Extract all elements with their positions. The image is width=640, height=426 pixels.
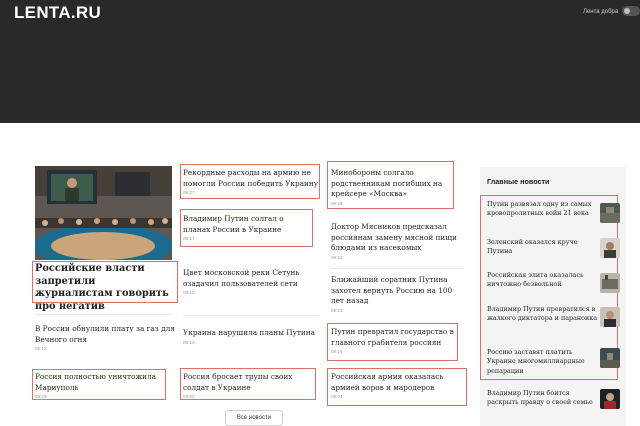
sidebar-thumbnail[interactable]: [600, 273, 620, 293]
news-title[interactable]: Ближайший соратник Путина захотел вернуть Россию на 100 лет назад: [331, 275, 453, 305]
un-council-photo: [35, 166, 172, 260]
site-header: [0, 0, 640, 123]
news-title[interactable]: Владимир Путин солгал о планах России в Украине: [183, 214, 284, 234]
sidebar-thumbnail[interactable]: [600, 307, 620, 327]
sidebar-thumbnail[interactable]: [600, 203, 620, 223]
divider: [183, 315, 318, 316]
sidebar-news-item[interactable]: Владимир Путин превратился в жалкого диктатора и параноика: [487, 305, 598, 323]
news-time: 09:22: [331, 254, 343, 260]
highlight-frame: [180, 209, 313, 247]
news-title[interactable]: Путин превратил государство в главного грабителя россиян: [331, 327, 454, 347]
news-item[interactable]: [331, 275, 463, 313]
news-time: 09:20: [183, 394, 195, 399]
good-news-toggle[interactable]: [622, 6, 640, 16]
news-title[interactable]: Рекордные расходы на армию не помогли России победить Украину: [183, 168, 319, 188]
highlight-frame: [180, 368, 316, 400]
sidebar-thumbnail[interactable]: [600, 389, 620, 409]
highlight-frame: [32, 369, 166, 400]
divider: [331, 268, 463, 269]
news-title[interactable]: Россия бросает трупы своих солдат в Украине: [183, 372, 293, 392]
sidebar-thumbnail[interactable]: [600, 348, 620, 368]
news-photo-icon: [600, 348, 620, 368]
news-item[interactable]: [331, 222, 463, 260]
divider: [35, 314, 172, 315]
news-title[interactable]: Российская армия оказалась армией воров и мародеров: [331, 372, 444, 392]
news-time: 09:12: [35, 346, 47, 351]
news-photo-icon: [600, 389, 620, 409]
news-item[interactable]: [183, 268, 318, 295]
news-photo-icon: [600, 307, 620, 327]
news-title[interactable]: Доктор Мясников предсказал россиянам замену мясной пищи блюдами из насекомых: [331, 222, 457, 252]
highlight-frame: [327, 323, 458, 361]
news-time: 09:23: [331, 307, 343, 313]
highlight-frame: [180, 164, 320, 199]
news-title[interactable]: Украина нарушила планы Путина: [183, 328, 315, 337]
news-photo-icon: [600, 203, 620, 223]
sidebar-title: Главные новости: [487, 177, 550, 186]
sidebar-thumbnail[interactable]: [600, 238, 620, 258]
news-item[interactable]: [35, 324, 175, 351]
news-photo-icon: [600, 273, 620, 293]
good-news-label[interactable]: Лента добра: [583, 9, 619, 15]
news-title[interactable]: Российские власти запретили журналистам говорить про негатив: [35, 263, 169, 312]
news-time: 09:17: [183, 236, 195, 241]
all-news-button[interactable]: Все новости: [225, 410, 283, 426]
news-title[interactable]: Минобороны солгало родственникам погибших на крейсере «Москва»: [331, 168, 443, 198]
news-title[interactable]: В России обнулили плату за газ для Вечного огня: [35, 324, 175, 344]
highlight-frame: [327, 368, 467, 406]
hero-image[interactable]: [35, 166, 172, 260]
news-title[interactable]: Цвет московской реки Сетунь озадачил пользователей сети: [183, 268, 300, 288]
sidebar-news-item[interactable]: Зеленский оказался круче Путина: [487, 238, 578, 256]
news-time: 09:13: [183, 339, 195, 345]
news-time: 09:27: [183, 190, 195, 195]
highlight-frame: [32, 261, 178, 303]
highlight-frame: [327, 161, 454, 209]
sidebar-news-item[interactable]: Россию заставят платить Украине многомиллиардные репарации: [487, 348, 585, 375]
news-time: 09:28: [331, 200, 343, 206]
news-time: 09:14: [331, 349, 343, 354]
news-title[interactable]: Россия полностью уничтожила Мариуполь: [35, 372, 157, 392]
news-photo-icon: [600, 238, 620, 258]
news-item[interactable]: [183, 328, 318, 345]
sidebar-news-item[interactable]: Российская элита оказалась ничтожно безвольной: [487, 271, 584, 289]
sidebar-news-item[interactable]: Путин развязал одну из самых кровопролитных войн 21 века: [487, 200, 592, 218]
sidebar-news-item[interactable]: Владимир Путин боится раскрыть правду о своей семье: [487, 389, 593, 407]
site-logo[interactable]: LENTA.RU: [14, 3, 102, 22]
news-time: 09:13: [183, 290, 195, 295]
news-time: 09:29: [35, 394, 47, 399]
news-time: 09:04: [331, 394, 343, 399]
